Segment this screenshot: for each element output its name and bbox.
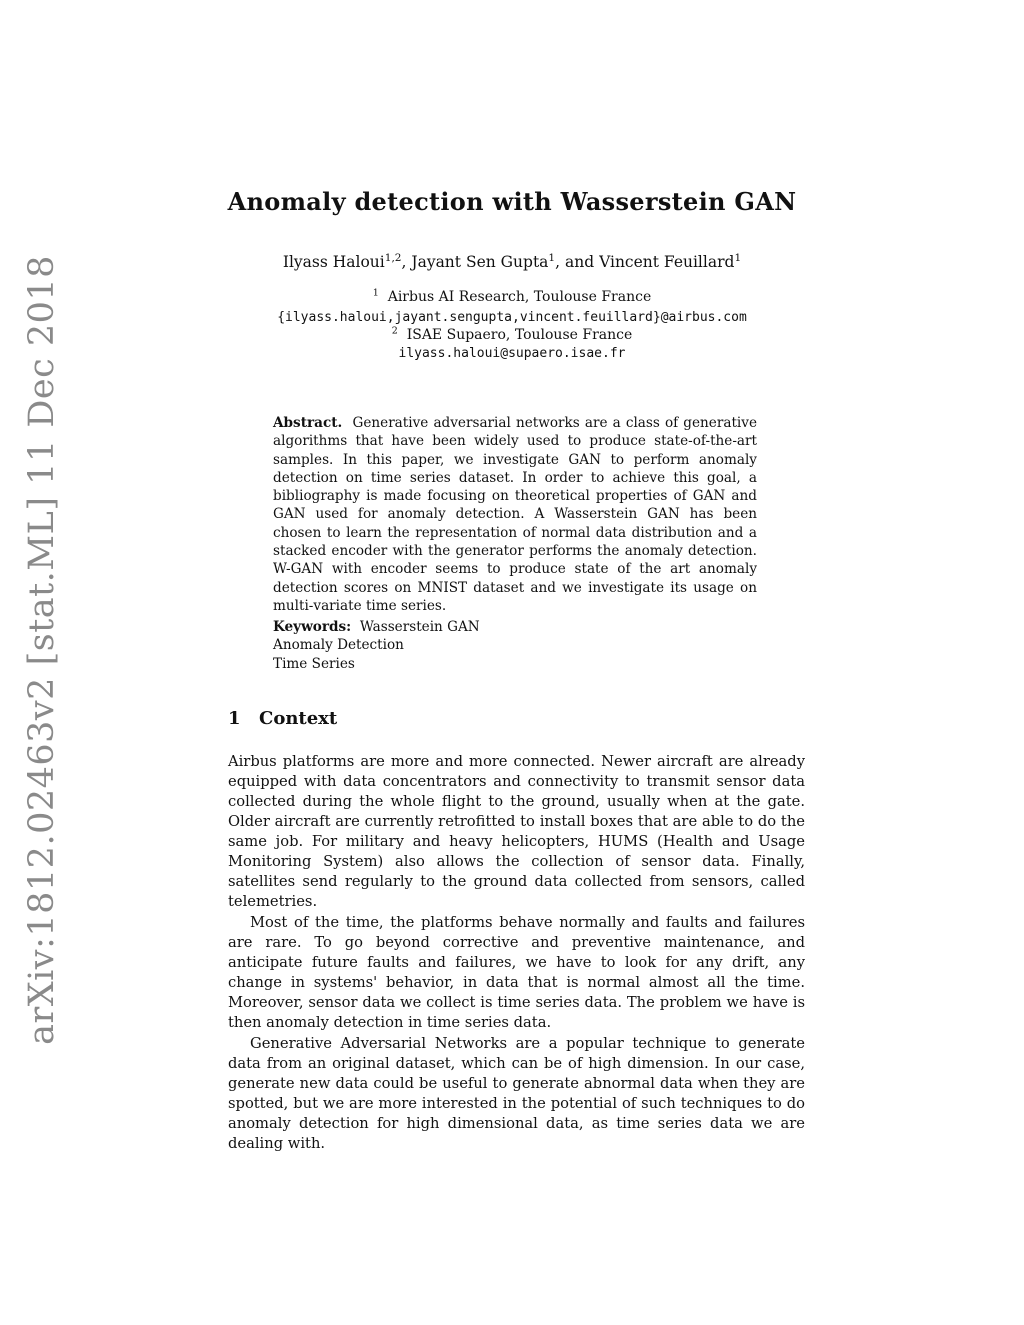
- author-list: [0, 253, 1024, 271]
- keywords-label: Keywords:: [273, 619, 352, 635]
- author-name: Jayant Sen Gupta: [411, 253, 549, 271]
- paper-title: Anomaly detection with Wasserstein GAN: [227, 187, 797, 216]
- affiliation-2: [0, 327, 1024, 343]
- body-paragraph: Airbus platforms are more and more connected. Newer aircraft are already equipped with data concentrators and connectivity to transmit sensor data collected during the whole flight to the ground, usually when at the gate. Older aircraft are currently retrofitted to install boxes that are able to do the same job. For military and heavy helicopters, HUMS (Health and Usage Monitoring System) also allows the collection of sensor data. Finally, satellites send regularly to the ground data collected from sensors, called telemetries.: [228, 753, 805, 910]
- author-affiliation-mark: 1: [734, 251, 742, 264]
- section-number: 1: [228, 708, 241, 729]
- body-paragraph: Generative Adversarial Networks are a popular technique to generate data from an original dataset, which can be of high dimension. In our case, generate new data could be useful to generate abnormal data when they are spotted, but we are more interested in the potential of such techniques to do anomaly detection for high dimensional data, as time series data we are dealing with.: [228, 1035, 805, 1152]
- affiliation-mark: 1: [372, 287, 379, 299]
- author-affiliation-mark: 1,2: [384, 251, 402, 264]
- affiliation-1: [0, 289, 1024, 305]
- abstract: [273, 414, 757, 615]
- affiliation-mark: 2: [391, 325, 398, 337]
- affiliation-2-email: ilyass.haloui@supaero.isae.fr: [398, 346, 626, 361]
- keyword-item: Time Series: [273, 655, 355, 672]
- keyword-item: Anomaly Detection: [273, 637, 404, 654]
- body-paragraph: Most of the time, the platforms behave normally and faults and failures are rare. To go beyond corrective and preventive maintenance, and anticipate future faults and failures, we have to look for any drift, any change in systems' behavior, in data that is normal almost all the time. Moreover, sensor data we collect is time series data. The problem we have is then anomaly detection in time series data.: [228, 914, 805, 1031]
- section-body: [228, 752, 805, 1154]
- arxiv-identifier: arXiv:1812.02463v2 [stat.ML] 11 Dec 2018: [22, 255, 62, 1045]
- abstract-label: Abstract.: [273, 415, 343, 431]
- author-affiliation-mark: 1: [548, 251, 556, 264]
- section-title: Context: [259, 708, 338, 729]
- abstract-text: Generative adversarial networks are a class of generative algorithms that have been widely used to produce state-of-the-art samples. In this paper, we investigate GAN to perform anomaly detection on time series dataset. In order to achieve this goal, a bibliography is made focusing on theoretical properties of GAN and GAN used for anomaly detection. A Wasserstein GAN has been chosen to learn the representation of normal data distribution and a stacked encoder with the generator performs the anomaly detection. W-GAN with encoder seems to produce state of the art anomaly detection scores on MNIST dataset and we investigate its usage on multi-variate time series.: [273, 415, 757, 614]
- affiliation-text: ISAE Supaero, Toulouse France: [406, 327, 633, 343]
- author-separator: ,: [401, 253, 412, 271]
- keywords: [273, 618, 757, 673]
- affiliation-text: Airbus AI Research, Toulouse France: [387, 289, 652, 305]
- affiliation-1-email: {ilyass.haloui,jayant.sengupta,vincent.feuillard}@airbus.com: [277, 310, 747, 325]
- author-name: Vincent Feuillard: [599, 253, 735, 271]
- keyword-item: Wasserstein GAN: [359, 619, 480, 635]
- section-heading: [228, 708, 337, 729]
- author-separator: , and: [555, 253, 600, 271]
- author-name: Ilyass Haloui: [282, 253, 385, 271]
